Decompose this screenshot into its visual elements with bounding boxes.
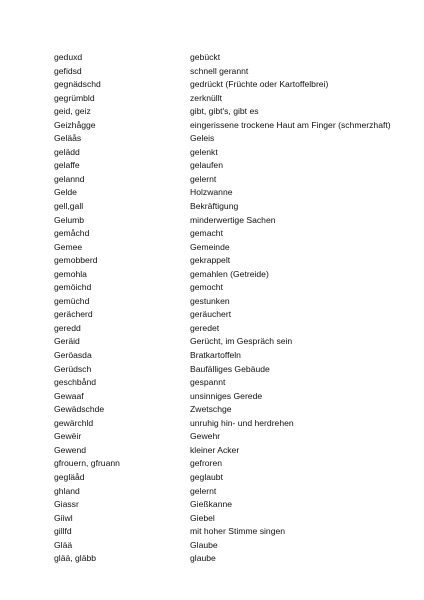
- glossary-row: [0, 159, 424, 173]
- standard-german-meaning: gibt, gibt's, gibt es: [190, 106, 259, 117]
- standard-german-meaning: Glaube: [190, 539, 218, 550]
- standard-german-meaning: geredet: [190, 322, 220, 333]
- dialect-term: glää, gläbb: [54, 553, 97, 564]
- dialect-term: gillfd: [54, 526, 72, 537]
- standard-german-meaning: Bekräftigung: [190, 201, 239, 212]
- glossary-row: [0, 430, 424, 444]
- dialect-term: Giassr: [54, 499, 79, 510]
- glossary-row: [0, 444, 424, 458]
- glossary-row: [0, 241, 424, 255]
- standard-german-meaning: gelernt: [190, 485, 217, 496]
- glossary-row: [0, 498, 424, 512]
- glossary-row: [0, 539, 424, 553]
- dialect-term: gelannd: [54, 173, 85, 184]
- dialect-term: geschbånd: [54, 377, 97, 388]
- dialect-term: Gelde: [54, 187, 77, 198]
- glossary-row: [0, 281, 424, 295]
- standard-german-meaning: Holzwanne: [190, 187, 233, 198]
- dialect-term: gewärchld: [54, 417, 94, 428]
- glossary-row: [0, 512, 424, 526]
- standard-german-meaning: kleiner Acker: [190, 444, 240, 455]
- dialect-term: gell,gall: [54, 201, 84, 212]
- dialect-term: Geröasda: [54, 350, 92, 361]
- glossary-row: [0, 335, 424, 349]
- dialect-term: gelaffe: [54, 160, 80, 171]
- glossary-row: [0, 200, 424, 214]
- standard-german-meaning: gebückt: [190, 52, 221, 62]
- glossary-row: [0, 173, 424, 187]
- dialect-term: Gelumb: [54, 214, 85, 225]
- dialect-term: geduxd: [54, 52, 83, 62]
- dialect-term: Gewend: [54, 444, 87, 455]
- standard-german-meaning: Baufälliges Gebäude: [190, 363, 270, 374]
- standard-german-meaning: Gemeinde: [190, 241, 230, 252]
- dialect-term: gemåchd: [54, 228, 90, 239]
- dialect-term: geid, geiz: [54, 106, 91, 117]
- dialect-term: gemohla: [54, 268, 87, 279]
- dialect-term: Geräid: [54, 336, 80, 347]
- standard-german-meaning: gekrappelt: [190, 255, 231, 266]
- glossary-row: [0, 214, 424, 228]
- dialect-term: gfrouern, gfruann: [54, 458, 120, 469]
- glossary-row: [0, 105, 424, 119]
- glossary-row: [0, 390, 424, 404]
- standard-german-meaning: gelernt: [190, 173, 217, 184]
- standard-german-meaning: gedrückt (Früchte oder Kartoffelbrei): [190, 79, 329, 90]
- standard-german-meaning: gemocht: [190, 282, 223, 293]
- glossary-row: [0, 308, 424, 322]
- standard-german-meaning: Bratkartoffeln: [190, 350, 241, 361]
- glossary-row: [0, 349, 424, 363]
- glossary-row: [0, 403, 424, 417]
- dialect-term: gegläåd: [54, 471, 85, 482]
- dialect-term: Gewädschde: [54, 404, 105, 415]
- dialect-term: gemüchd: [54, 295, 90, 306]
- standard-german-meaning: gespannt: [190, 377, 226, 388]
- glossary-row: [0, 78, 424, 92]
- glossary-row: [0, 485, 424, 499]
- glossary-row: [0, 254, 424, 268]
- standard-german-meaning: glaube: [190, 553, 216, 564]
- standard-german-meaning: unruhig hin- und herdrehen: [190, 417, 294, 428]
- standard-german-meaning: mit hoher Stimme singen: [190, 526, 286, 537]
- dialect-term: Glää: [54, 539, 73, 550]
- dialect-term: gelädd: [54, 146, 80, 157]
- glossary-row: [0, 132, 424, 146]
- dialect-term: geredd: [54, 322, 81, 333]
- dialect-term: gegrümbld: [54, 92, 95, 103]
- standard-german-meaning: gestunken: [190, 295, 230, 306]
- glossary-list: [0, 51, 424, 566]
- glossary-row: [0, 65, 424, 79]
- glossary-row: [0, 92, 424, 106]
- standard-german-meaning: Giebel: [190, 512, 215, 523]
- glossary-row: [0, 457, 424, 471]
- standard-german-meaning: gelenkt: [190, 146, 218, 157]
- standard-german-meaning: geglaubt: [190, 471, 223, 482]
- standard-german-meaning: gelaufen: [190, 160, 223, 171]
- glossary-row: [0, 525, 424, 539]
- dialect-term: Gerüdsch: [54, 363, 92, 374]
- dialect-term: gefidsd: [54, 65, 82, 76]
- standard-german-meaning: zerknüllt: [190, 92, 222, 103]
- glossary-row: [0, 146, 424, 160]
- glossary-row: [0, 119, 424, 133]
- standard-german-meaning: unsinniges Gerede: [190, 390, 263, 401]
- glossary-row: [0, 227, 424, 241]
- standard-german-meaning: Geleis: [190, 133, 215, 144]
- standard-german-meaning: Gewehr: [190, 431, 221, 442]
- standard-german-meaning: schnell gerannt: [190, 65, 249, 76]
- glossary-row: [0, 295, 424, 309]
- dialect-term: Geläås: [54, 133, 82, 144]
- dialect-term: Gewaaf: [54, 390, 84, 401]
- dialect-term: Giiwl: [54, 512, 73, 523]
- standard-german-meaning: Gerücht, im Gespräch sein: [190, 336, 293, 347]
- dialect-term: Gewëir: [54, 431, 82, 442]
- dialect-term: gerächerd: [54, 309, 93, 320]
- standard-german-meaning: eingerissene trockene Haut am Finger (schmerzhaft): [190, 119, 391, 130]
- glossary-row: [0, 376, 424, 390]
- dialect-term: Gemee: [54, 241, 83, 252]
- glossary-row: [0, 186, 424, 200]
- glossary-row: [0, 552, 424, 566]
- standard-german-meaning: geräuchert: [190, 309, 232, 320]
- glossary-row: [0, 268, 424, 282]
- standard-german-meaning: minderwertige Sachen: [190, 214, 276, 225]
- dialect-term: ghland: [54, 485, 80, 496]
- dialect-term: gemöichd: [54, 282, 92, 293]
- glossary-row: [0, 471, 424, 485]
- standard-german-meaning: gemacht: [190, 228, 223, 239]
- standard-german-meaning: gemahlen (Getreide): [190, 268, 269, 279]
- dialect-term: gemobberd: [54, 255, 98, 266]
- glossary-row: [0, 322, 424, 336]
- dialect-term: gegnädschd: [54, 79, 101, 90]
- standard-german-meaning: Gießkanne: [190, 499, 233, 510]
- glossary-row: [0, 51, 424, 65]
- dialect-term: Geizhågge: [54, 119, 96, 130]
- glossary-row: [0, 363, 424, 377]
- glossary-row: [0, 417, 424, 431]
- standard-german-meaning: Zwetschge: [190, 404, 232, 415]
- standard-german-meaning: gefroren: [190, 458, 223, 469]
